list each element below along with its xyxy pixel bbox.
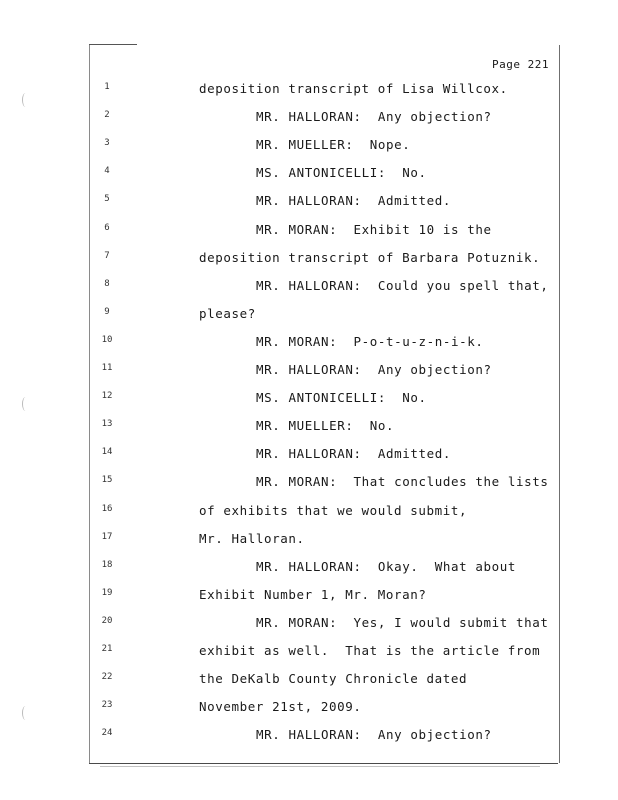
- line-number: 13: [101, 419, 113, 430]
- line-text: MR. MUELLER: Nope.: [256, 137, 411, 153]
- line-number: 20: [101, 615, 113, 626]
- punch-hole-mark: [22, 397, 29, 411]
- line-number: 9: [104, 306, 110, 317]
- line-text: MS. ANTONICELLI: No.: [256, 165, 427, 181]
- line-text: the DeKalb County Chronicle dated: [199, 671, 468, 687]
- line-text: MR. MORAN: That concludes the lists: [256, 474, 549, 490]
- line-number: 6: [104, 222, 110, 233]
- line-text: exhibit as well. That is the article from: [199, 643, 541, 658]
- transcript-line: [90, 446, 559, 466]
- transcript-line: [90, 503, 559, 523]
- line-number: 21: [101, 644, 113, 654]
- transcript-line: [90, 109, 559, 129]
- line-text: MS. ANTONICELLI: No.: [256, 390, 427, 406]
- transcript-line: [90, 278, 559, 298]
- line-number: 12: [101, 391, 113, 402]
- line-text: Mr. Halloran.: [199, 530, 305, 546]
- transcript-line: [90, 643, 559, 663]
- line-text: November 21st, 2009.: [199, 699, 362, 715]
- line-text: MR. HALLORAN: Okay. What about: [256, 558, 517, 574]
- transcript-page: [89, 45, 560, 763]
- line-number: 7: [104, 250, 110, 261]
- transcript-line: [90, 222, 559, 242]
- punch-hole-mark: [22, 706, 29, 720]
- transcript-line: [90, 418, 559, 438]
- transcript-line: [90, 250, 559, 270]
- line-text: MR. MORAN: Exhibit 10 is the: [256, 221, 492, 237]
- transcript-line: [90, 587, 559, 607]
- transcript-line: [90, 137, 559, 157]
- line-number: 10: [101, 334, 113, 345]
- line-text: MR. MORAN: P-o-t-u-z-n-i-k.: [256, 333, 484, 349]
- transcript-line: [90, 165, 559, 185]
- transcript-line: [90, 390, 559, 410]
- line-text: of exhibits that we would submit,: [199, 502, 468, 518]
- line-number: 19: [101, 587, 113, 598]
- line-text: MR. HALLORAN: Any objection?: [256, 727, 492, 743]
- transcript-line: [90, 474, 559, 494]
- line-text: Exhibit Number 1, Mr. Moran?: [199, 586, 427, 602]
- line-text: MR. MUELLER: No.: [256, 418, 395, 434]
- line-number: 22: [101, 672, 113, 683]
- transcript-line: [90, 334, 559, 354]
- line-text: deposition transcript of Barbara Potuznik.: [199, 249, 541, 265]
- page-number: Page 221: [492, 58, 549, 71]
- line-number: 18: [101, 559, 113, 570]
- line-text: MR. HALLORAN: Admitted.: [256, 193, 452, 209]
- transcript-line: [90, 559, 559, 579]
- page-bottom-edge: [89, 763, 558, 764]
- line-number: 5: [104, 194, 110, 205]
- page-bottom-shadow: [100, 766, 540, 767]
- line-text: please?: [199, 305, 256, 321]
- transcript-line: [90, 306, 559, 326]
- line-number: 8: [104, 278, 110, 289]
- line-text: MR. MORAN: Yes, I would submit that: [256, 614, 549, 630]
- line-text: MR. HALLORAN: Admitted.: [256, 446, 452, 462]
- line-number: 23: [101, 700, 113, 711]
- line-number: 16: [101, 503, 113, 514]
- line-text: MR. HALLORAN: Any objection?: [256, 109, 492, 125]
- transcript-line: [90, 671, 559, 691]
- transcript-line: [90, 615, 559, 635]
- line-number: 4: [104, 166, 110, 177]
- line-number: 3: [104, 138, 110, 149]
- line-number: 1: [104, 82, 110, 92]
- line-text: MR. HALLORAN: Could you spell that,: [256, 277, 549, 293]
- transcript-line: [90, 531, 559, 551]
- transcript-line: [90, 81, 559, 101]
- line-number: 24: [101, 728, 113, 739]
- line-number: 15: [101, 475, 113, 486]
- transcript-line: [90, 193, 559, 213]
- line-number: 11: [101, 363, 113, 373]
- line-number: 14: [101, 447, 113, 458]
- line-text: deposition transcript of Lisa Willcox.: [199, 81, 508, 96]
- punch-hole-mark: [22, 93, 29, 107]
- transcript-line: [90, 727, 559, 747]
- line-number: 17: [101, 531, 113, 542]
- transcript-line: [90, 362, 559, 382]
- transcript-line: [90, 699, 559, 719]
- line-number: 2: [104, 110, 110, 121]
- line-text: MR. HALLORAN: Any objection?: [256, 362, 492, 377]
